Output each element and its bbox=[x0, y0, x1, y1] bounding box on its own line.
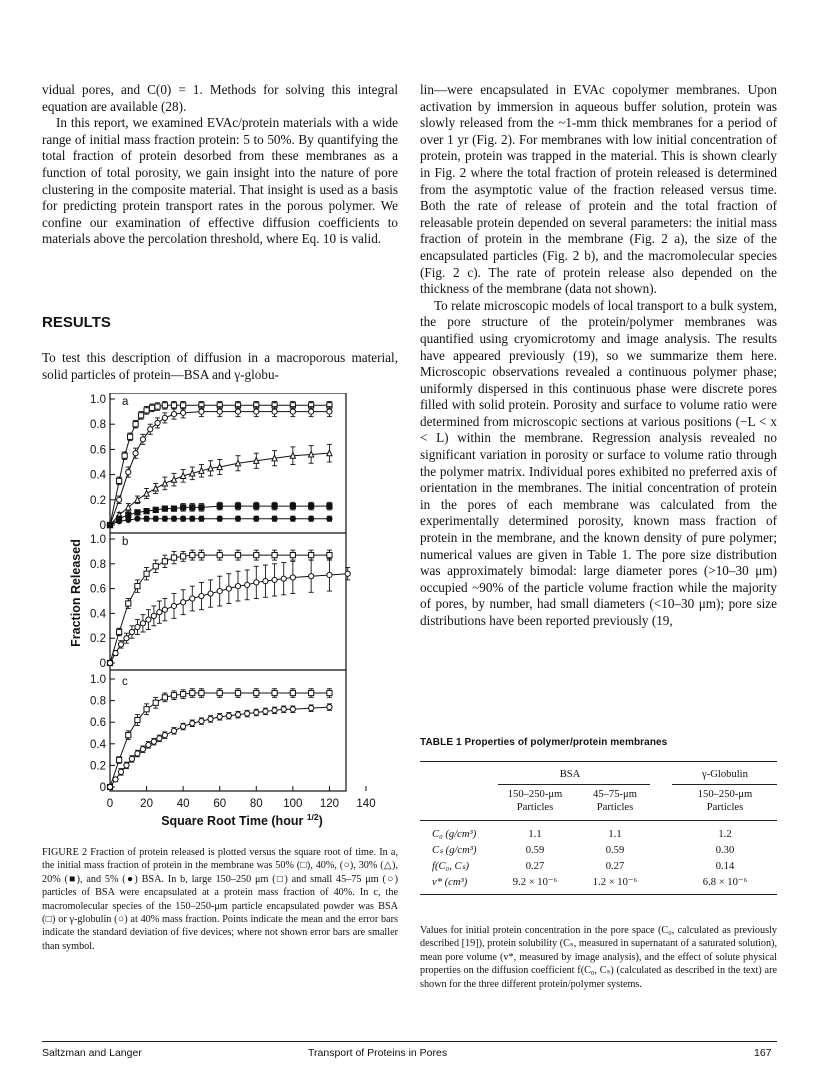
data-point bbox=[138, 413, 143, 418]
data-point bbox=[140, 747, 145, 752]
paragraph: To relate microscopic models of local transport to a bulk system, the pore structure of the protein/polymer membranes was quantified using cryomicrotomy and image analysis. The results have appeared previously (19), so we summarize them here. Microscopic observations revealed a continuous polymer phase; uniformly dispersed in this continuous phase were discrete pores filled with solid protein. Porosity and surface to volume ratio were determined from microscopic sections at various positions (−L < x < L) within the membrane. Regression analysis revealed no significant variation in porosity or surface to volume ratio through the polymer matrix. Individual pores exhibited no preferred axis of orientation in the membranes. The initial concentration of protein in the pores of each membrane was calculated from the experimentally determined porosity, known mass fraction of protein in the membrane, and the known density of pure polymer; numerical values are given in Table 1. The pore size distribution was approximately bimodal: large diameter pores (>10–30 μm) occupied ~90% of the particle volume fraction while the majority of pores, by number, had small diameters (<10–30 μm); pore size distributions have been reported previously (19, bbox=[420, 297, 777, 628]
paragraph: vidual pores, and C(0) = 1. Methods for solving this integral equation are available (28). bbox=[42, 82, 398, 114]
data-point bbox=[327, 690, 332, 695]
x-tick-label: 20 bbox=[140, 798, 153, 810]
data-point bbox=[117, 629, 122, 634]
data-point bbox=[149, 405, 154, 410]
data-point bbox=[135, 516, 140, 521]
data-point bbox=[151, 739, 156, 744]
data-point bbox=[290, 453, 295, 459]
data-point bbox=[157, 610, 162, 615]
y-tick-label: 0.6 bbox=[90, 444, 106, 457]
data-point bbox=[199, 719, 204, 724]
data-point bbox=[153, 700, 158, 705]
y-tick-label: 0.8 bbox=[90, 695, 106, 708]
data-point bbox=[245, 711, 250, 716]
data-point bbox=[217, 588, 222, 593]
table-cell: 9.2 × 10⁻⁶ bbox=[512, 877, 558, 888]
data-point bbox=[254, 458, 259, 464]
data-point bbox=[171, 555, 176, 560]
page-number: 167 bbox=[754, 1047, 772, 1059]
data-point bbox=[146, 742, 151, 747]
data-point bbox=[153, 507, 158, 512]
data-point bbox=[181, 554, 186, 559]
x-tick-label: 80 bbox=[249, 798, 263, 810]
data-point bbox=[133, 451, 138, 456]
table-cell: 6.8 × 10⁻⁶ bbox=[702, 877, 748, 888]
data-point bbox=[171, 603, 176, 608]
panel-letter: a bbox=[122, 396, 129, 408]
data-point bbox=[190, 505, 195, 510]
data-point bbox=[226, 713, 231, 718]
data-point bbox=[217, 409, 222, 414]
data-point bbox=[144, 490, 149, 496]
data-point bbox=[199, 468, 204, 474]
left-column-top bbox=[42, 82, 398, 248]
data-point bbox=[171, 403, 176, 408]
data-point bbox=[190, 553, 195, 558]
y-tick-label: 0 bbox=[99, 658, 106, 670]
table-cell: 1.2 × 10⁻⁶ bbox=[592, 877, 638, 888]
y-tick-label: 0.4 bbox=[90, 469, 106, 482]
data-point bbox=[272, 516, 277, 521]
data-point bbox=[208, 591, 213, 596]
data-point bbox=[309, 451, 314, 457]
data-point bbox=[327, 553, 332, 558]
data-point bbox=[155, 404, 160, 409]
data-point bbox=[171, 728, 176, 733]
data-point bbox=[254, 504, 259, 509]
data-point bbox=[117, 757, 122, 762]
data-point bbox=[171, 516, 176, 521]
data-point bbox=[290, 504, 295, 509]
x-tick-label: 0 bbox=[106, 798, 114, 810]
data-point bbox=[263, 709, 268, 714]
data-point bbox=[327, 450, 332, 456]
data-point bbox=[235, 516, 240, 521]
x-tick-label: 40 bbox=[176, 798, 190, 810]
data-point bbox=[281, 576, 286, 581]
data-point bbox=[217, 714, 222, 719]
y-tick-label: 0.2 bbox=[90, 760, 106, 773]
y-axis-label: Fraction Released bbox=[69, 539, 83, 647]
data-point bbox=[144, 516, 149, 521]
table-row-label: v* (cm³) bbox=[432, 877, 468, 888]
data-point bbox=[309, 690, 314, 695]
figure-caption: FIGURE 2 Fraction of protein released is plotted versus the square root of time. In a, the initial mass fraction of protein in the membrane was 50% (□), 40%, (○), 30% (△), 20% (■), and 5% (●) BSA. In b, large 150–250 μm (□) and small 45–75 μm (○) particles of BSA were encapsulated at a protein mass fraction of 40%. In c, the macromolecular species of the 150–250-μm particle encapsulated powder was BSA (□) or γ-globulin (○) at 40% mass fraction. Points indicate the mean and the error bars indicate the standard deviation of five devices; where not shown error bars are smaller than symbol. bbox=[42, 847, 398, 952]
data-point bbox=[290, 690, 295, 695]
table-cell: 0.59 bbox=[525, 845, 545, 856]
data-point bbox=[117, 519, 122, 524]
data-point bbox=[181, 600, 186, 605]
data-point bbox=[235, 712, 240, 717]
table-col-header: 45–75-μm Particles bbox=[593, 789, 637, 813]
table-header-rule bbox=[420, 820, 777, 821]
x-axis-label: Square Root Time (hour $^{1/2}$) bbox=[161, 812, 323, 828]
footer-rule bbox=[42, 1041, 777, 1042]
data-point bbox=[190, 721, 195, 726]
data-point bbox=[162, 607, 167, 612]
figure-2 bbox=[42, 393, 398, 833]
data-point bbox=[144, 571, 149, 576]
data-point bbox=[272, 504, 277, 509]
data-point bbox=[217, 690, 222, 695]
data-point bbox=[181, 692, 186, 697]
data-point bbox=[126, 733, 131, 738]
data-point bbox=[235, 460, 240, 466]
data-point bbox=[117, 478, 122, 483]
series-line bbox=[110, 693, 329, 787]
data-point bbox=[281, 707, 286, 712]
data-point bbox=[107, 784, 112, 789]
data-point bbox=[208, 465, 213, 471]
data-point bbox=[309, 706, 314, 711]
data-point bbox=[309, 516, 314, 521]
data-point bbox=[217, 516, 222, 521]
data-point bbox=[144, 707, 149, 712]
data-point bbox=[162, 733, 167, 738]
table-cell: 1.1 bbox=[528, 829, 542, 840]
y-tick-label: 0.6 bbox=[90, 717, 106, 730]
panel-letter: b bbox=[122, 536, 129, 548]
data-point bbox=[199, 593, 204, 598]
data-point bbox=[208, 716, 213, 721]
data-point bbox=[290, 707, 295, 712]
data-point bbox=[113, 650, 118, 655]
x-tick-label: 140 bbox=[356, 798, 376, 810]
data-point bbox=[135, 624, 140, 629]
data-point bbox=[162, 516, 167, 521]
data-point bbox=[254, 690, 259, 695]
data-point bbox=[190, 516, 195, 521]
data-point bbox=[162, 506, 167, 511]
data-point bbox=[171, 506, 176, 511]
data-point bbox=[235, 584, 240, 589]
data-point bbox=[254, 710, 259, 715]
section-heading-results: RESULTS bbox=[42, 314, 111, 331]
table-cell: 0.27 bbox=[525, 861, 545, 872]
data-point bbox=[290, 409, 295, 414]
table-row-label: C₀ (g/cm³) bbox=[432, 829, 477, 840]
data-point bbox=[153, 485, 158, 491]
y-tick-label: 0.2 bbox=[90, 494, 106, 507]
data-point bbox=[181, 516, 186, 521]
data-point bbox=[181, 403, 186, 408]
data-point bbox=[345, 571, 350, 576]
data-point bbox=[226, 586, 231, 591]
paragraph: To test this description of diffusion in a macroporous material, solid particles of protein—BSA and γ-globu- bbox=[42, 350, 398, 382]
data-point bbox=[126, 504, 131, 510]
data-point bbox=[199, 505, 204, 510]
data-point bbox=[171, 412, 176, 417]
data-point bbox=[190, 470, 195, 476]
data-point bbox=[144, 509, 149, 514]
y-tick-label: 0.6 bbox=[90, 583, 106, 596]
series-line bbox=[110, 555, 329, 663]
data-point bbox=[272, 577, 277, 582]
data-point bbox=[128, 434, 133, 439]
table-cell: 0.30 bbox=[715, 845, 735, 856]
data-point bbox=[309, 553, 314, 558]
data-point bbox=[155, 420, 160, 425]
y-tick-label: 0.8 bbox=[90, 558, 106, 571]
data-point bbox=[126, 517, 131, 522]
table-title: TABLE 1 Properties of polymer/protein membranes bbox=[420, 737, 668, 748]
y-tick-label: 0.2 bbox=[90, 633, 106, 646]
data-point bbox=[309, 574, 314, 579]
paragraph: lin—were encapsulated in EVAc copolymer membranes. Upon activation by immersion in aqueous buffer solution, protein was slowly released from the ~1-mm thick membranes for a period of over 1 yr (Fig. 2). For membranes with low initial concentration of protein, protein was trapped in the material. This is shown clearly in Fig. 2 where the total fraction of protein released is determined from the asymptotic value of the fraction released versus time. Both the rate of release of protein and the total fraction of releasable protein depended on several parameters: the initial mass fraction of protein in the membrane (Fig. 2 a), the size of the encapsulated particles (Fig. 2 b), and the macromolecular species (Fig. 2 c). The rate of protein release also depended on the thickness of the membrane (data not shown). bbox=[420, 82, 777, 297]
data-point bbox=[171, 477, 176, 483]
data-point bbox=[118, 769, 123, 774]
data-point bbox=[290, 516, 295, 521]
panel-letter: c bbox=[122, 676, 128, 688]
table-col-header: 150–250-μm Particles bbox=[697, 789, 753, 813]
data-point bbox=[135, 717, 140, 722]
footer-authors: Saltzman and Langer bbox=[42, 1047, 142, 1059]
data-point bbox=[135, 751, 140, 756]
data-point bbox=[199, 690, 204, 695]
data-point bbox=[235, 553, 240, 558]
data-point bbox=[113, 777, 118, 782]
data-point bbox=[290, 553, 295, 558]
data-point bbox=[181, 505, 186, 510]
table-col-header: 150–250-μm Particles bbox=[507, 789, 563, 813]
data-point bbox=[153, 516, 158, 521]
y-tick-label: 0 bbox=[99, 782, 106, 794]
table-cell: 0.27 bbox=[605, 861, 625, 872]
data-point bbox=[327, 516, 332, 521]
data-point bbox=[217, 553, 222, 558]
data-point bbox=[126, 601, 131, 606]
data-point bbox=[135, 497, 140, 503]
data-point bbox=[327, 409, 332, 414]
data-point bbox=[129, 756, 134, 761]
data-point bbox=[254, 409, 259, 414]
y-tick-label: 1.0 bbox=[90, 674, 106, 686]
data-point bbox=[153, 564, 158, 569]
x-tick-label: 100 bbox=[283, 798, 303, 810]
y-tick-label: 0.8 bbox=[90, 419, 106, 432]
paragraph: In this report, we examined EVAc/protein materials with a wide range of initial mass fraction protein: 5 to 50%. By quantifying the total fraction of protein desorbed from these membranes as a function of total porosity, we gain insight into the nature of pore clustering in the composite material. That insight is used as a basis for predicting protein transport rates in the porous polymer. We confine our examination of effective diffusion coefficients to materials above the percolation threshold, where Eq. 10 is valid. bbox=[42, 115, 398, 247]
data-point bbox=[129, 629, 134, 634]
footer-running-title: Transport of Proteins in Pores bbox=[308, 1047, 448, 1059]
data-point bbox=[190, 690, 195, 695]
data-point bbox=[157, 736, 162, 741]
data-point bbox=[272, 553, 277, 558]
data-point bbox=[162, 695, 167, 700]
x-tick-label: 120 bbox=[319, 798, 340, 810]
table-bottom-rule bbox=[420, 894, 777, 895]
data-point bbox=[272, 690, 277, 695]
table-group-rule bbox=[498, 784, 650, 785]
y-tick-label: 1.0 bbox=[90, 394, 106, 406]
data-point bbox=[181, 410, 186, 415]
data-point bbox=[199, 409, 204, 414]
data-point bbox=[235, 690, 240, 695]
data-point bbox=[254, 516, 259, 521]
data-point bbox=[148, 427, 153, 432]
data-point bbox=[140, 437, 145, 442]
data-point bbox=[162, 403, 167, 408]
y-tick-label: 0.4 bbox=[90, 608, 106, 621]
data-point bbox=[235, 504, 240, 509]
data-point bbox=[151, 613, 156, 618]
table-group-rule bbox=[672, 784, 777, 785]
data-point bbox=[181, 724, 186, 729]
data-point bbox=[135, 510, 140, 515]
data-point bbox=[245, 582, 250, 587]
data-point bbox=[272, 708, 277, 713]
y-tick-label: 1.0 bbox=[90, 534, 106, 546]
table-row-label: f(C₀, Cₛ) bbox=[432, 861, 470, 872]
table-top-rule bbox=[420, 761, 777, 762]
data-point bbox=[309, 504, 314, 509]
data-point bbox=[199, 516, 204, 521]
data-point bbox=[254, 553, 259, 558]
data-point bbox=[162, 415, 167, 420]
data-point bbox=[126, 512, 131, 517]
table-cell: 1.1 bbox=[608, 829, 622, 840]
data-point bbox=[199, 553, 204, 558]
data-point bbox=[126, 469, 131, 474]
table-cell: 0.14 bbox=[715, 861, 735, 872]
data-point bbox=[122, 453, 127, 458]
table-group-gamma-globulin: γ-Globulin bbox=[702, 769, 748, 780]
data-point bbox=[171, 693, 176, 698]
table-cell: 0.59 bbox=[605, 845, 625, 856]
data-point bbox=[309, 409, 314, 414]
right-column bbox=[420, 82, 777, 630]
data-point bbox=[254, 580, 259, 585]
data-point bbox=[118, 642, 123, 647]
data-point bbox=[263, 579, 268, 584]
data-point bbox=[146, 617, 151, 622]
data-point bbox=[327, 504, 332, 509]
table-group-bsa: BSA bbox=[559, 769, 581, 780]
data-point bbox=[217, 464, 222, 470]
table-footnote: Values for initial protein concentration in the pore space (C₀, calculated as previously described [19]), protein solubility (Cₛ, measured in supernatant of a saturated solution), mean pore volume (v*, measured by image analysis), and the effect of solute physical properties on the diffusion coefficient f(C₀, Cₛ) (calculated as described in the text) are shown for the three different protein/polymer systems. bbox=[420, 925, 777, 990]
y-tick-label: 0 bbox=[99, 520, 106, 532]
data-point bbox=[327, 704, 332, 709]
data-point bbox=[144, 408, 149, 413]
data-point bbox=[290, 575, 295, 580]
left-column-results bbox=[42, 350, 398, 383]
data-point bbox=[327, 572, 332, 577]
data-point bbox=[235, 409, 240, 414]
data-point bbox=[124, 636, 129, 641]
data-point bbox=[162, 559, 167, 564]
x-tick-label: 60 bbox=[213, 798, 227, 810]
data-point bbox=[135, 584, 140, 589]
data-point bbox=[272, 409, 277, 414]
table-row-label: Cₛ (g/cm³) bbox=[432, 845, 477, 856]
data-point bbox=[117, 497, 122, 502]
data-point bbox=[107, 660, 112, 665]
data-point bbox=[124, 763, 129, 768]
data-point bbox=[181, 473, 186, 479]
y-tick-label: 0.4 bbox=[90, 738, 106, 751]
data-point bbox=[272, 455, 277, 461]
data-point bbox=[190, 596, 195, 601]
data-point bbox=[162, 480, 167, 486]
data-point bbox=[107, 522, 112, 527]
data-point bbox=[140, 621, 145, 626]
data-point bbox=[133, 422, 138, 427]
data-point bbox=[217, 504, 222, 509]
table-cell: 1.2 bbox=[718, 829, 732, 840]
